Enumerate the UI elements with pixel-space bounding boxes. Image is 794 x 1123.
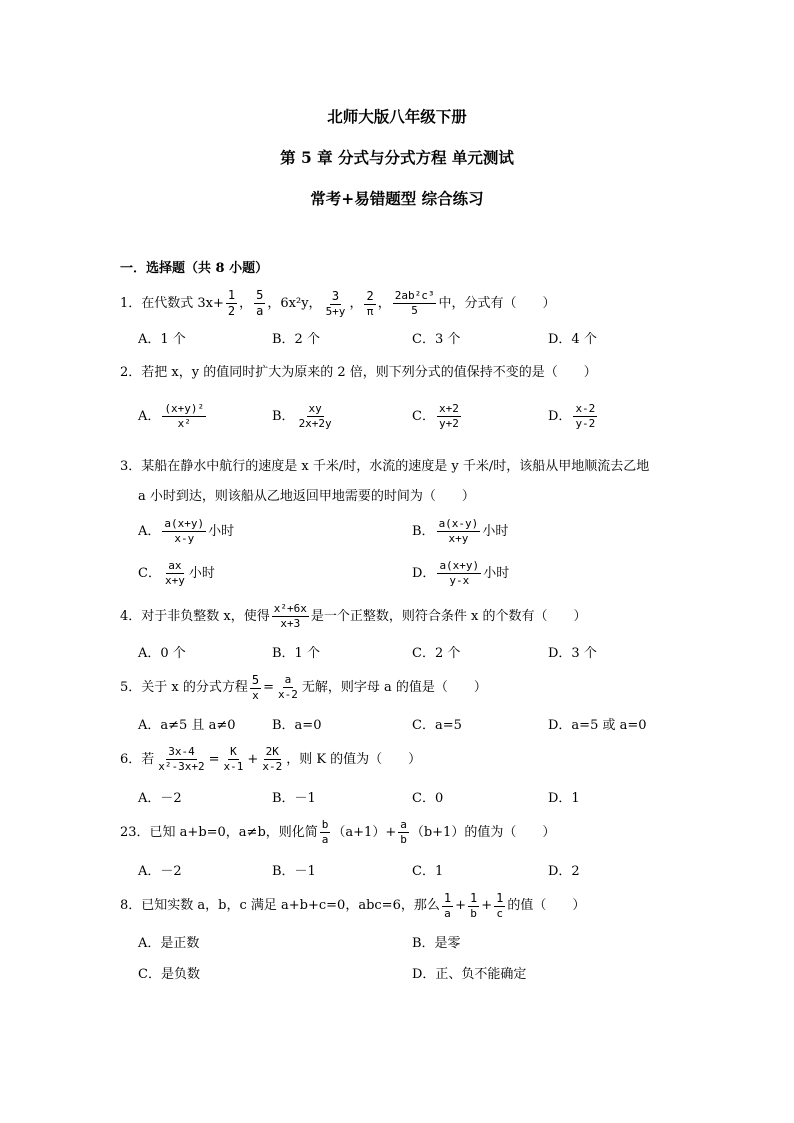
question-4: 4．对于非负整数 x，使得 $\frac{\text{x²+6x}}{x+3}$ 是一个正整数，则符合条件 x 的个数有（ ）	[120, 602, 587, 630]
q6-option-b: B．－1	[272, 791, 316, 806]
doc-title-line1: 北师大版八年级下册	[327, 107, 467, 126]
section-heading: 一．选择题（共 8 小题）	[120, 261, 269, 276]
q8-option-b: B．是零	[412, 936, 461, 951]
doc-title-line2: 第 5 章 分式与分式方程 单元测试	[280, 148, 514, 167]
q6-option-a: A．－2	[138, 791, 182, 806]
q2-option-b: B． $\frac{xy}{2x+2y}$	[272, 402, 332, 430]
fraction: $\frac{1}{b}$	[469, 890, 478, 920]
q3-option-a: A． $\frac{a(x+y)}{x-y}$ 小时	[138, 517, 235, 545]
q7-option-a: A．－2	[138, 864, 182, 879]
q2-option-a: A． $\frac{\text{(x+y)²}}{\text{x²}}$	[138, 402, 205, 430]
question-7: 23．已知 a+b=0，a≠b，则化简 $\frac{b}{a}$ （a+1）+ $\frac{a}{b}$ （b+1）的值为（ ）	[120, 818, 556, 846]
q5-option-c: C．a=5	[412, 718, 462, 733]
q6-option-d: D．1	[548, 791, 580, 806]
fraction: $\frac{3x-4}{\text{x²-3x+2}}$	[158, 745, 205, 773]
fraction: $\frac{2K}{x-2}$	[262, 745, 283, 773]
q3-option-c: C． $\frac{ax}{x+y}$ 小时	[138, 559, 215, 587]
q5-option-d: D．a=5 或 a=0	[548, 718, 647, 733]
question-3-line2: a 小时到达，则该船从乙地返回甲地需要的时间为（ ）	[138, 489, 475, 504]
q1-option-a: A．1 个	[138, 332, 186, 347]
fraction: $\frac{b}{a}$	[321, 818, 329, 846]
fraction: $\frac{K}{x-1}$	[223, 745, 244, 773]
fraction: $\frac{3}{5+y}$	[325, 288, 346, 318]
fraction: $\frac{a}{b}$	[400, 818, 407, 846]
fraction: $\frac{2}{\pi}$	[366, 288, 374, 318]
fraction: $\frac{\text{x²+6x}}{x+3}$	[273, 602, 307, 630]
q3-option-b: B． $\frac{a(x-y)}{x+y}$ 小时	[412, 517, 509, 545]
fraction: $\frac{1}{a}$	[443, 890, 452, 920]
q1-option-d: D．4 个	[548, 332, 597, 347]
q4-option-d: D．3 个	[548, 646, 597, 661]
question-1-mid: ，6x²y，	[267, 296, 322, 311]
q5-option-a: A．a≠5 且 a≠0	[138, 718, 236, 733]
fraction: $\frac{1}{c}$	[496, 890, 504, 920]
fraction: $\frac{5}{x}$	[251, 672, 260, 702]
fraction: $\frac{a}{x-2}$	[278, 673, 298, 701]
q8-option-c: C．是负数	[138, 967, 200, 982]
question-2: 2．若把 x，y 的值同时扩大为原来的 2 倍，则下列分式的值保持不变的是（ ）	[120, 365, 597, 380]
question-5: 5．关于 x 的分式方程 $\frac{5}{x}$ = $\frac{a}{x-2}$ 无解，则字母 a 的值是（ ）	[120, 672, 487, 702]
q8-option-a: A．是正数	[138, 936, 200, 951]
q7-option-d: D．2	[548, 864, 580, 879]
q7-option-c: C．1	[412, 864, 444, 879]
question-1-tail: 中，分式有（ ）	[438, 296, 556, 311]
q5-option-b: B．a=0	[272, 718, 322, 733]
question-1-lead: 1．在代数式 3x+	[120, 296, 224, 311]
q1-option-b: B．2 个	[272, 332, 320, 347]
q6-option-c: C．0	[412, 791, 444, 806]
doc-title-line3: 常考+易错题型 综合练习	[310, 189, 484, 208]
question-3-line1: 3．某船在静水中航行的速度是 x 千米/时，水流的速度是 y 千米/时，该船从甲地顺流去乙地	[120, 459, 650, 474]
q1-option-c: C．3 个	[412, 332, 461, 347]
q2-option-d: D． $\frac{x-2}{y-2}$	[548, 402, 596, 430]
fraction: $\frac{\text{2ab²c³}}{5}$	[394, 289, 435, 317]
q8-option-d: D．正、负不能确定	[412, 967, 527, 982]
question-1: 1．在代数式 3x+ $\frac{1}{2}$ ， $\frac{5}{a}$ ，6x²y， $\frac{3}{5+y}$ ， $\frac{2}{\pi}$ ， $\frac{\text{2ab²c³}}{5}$ 中，分式有（ ）	[120, 288, 556, 318]
q4-option-c: C．2 个	[412, 646, 461, 661]
fraction: $\frac{5}{a}$	[256, 288, 264, 318]
fraction: $\frac{1}{2}$	[227, 288, 236, 318]
question-6: 6．若 $\frac{3x-4}{\text{x²-3x+2}}$ = $\frac{K}{x-1}$ + $\frac{2K}{x-2}$ ，则 K 的值为（ ）	[120, 745, 422, 773]
question-8: 8．已知实数 a，b，c 满足 a+b+c=0，abc=6，那么 $\frac{1}{a}$ + $\frac{1}{b}$ + $\frac{1}{c}$ 的值（ ）	[120, 890, 586, 920]
q4-option-a: A．0 个	[138, 646, 186, 661]
q2-option-c: C． $\frac{x+2}{y+2}$	[412, 402, 459, 430]
q7-option-b: B．－1	[272, 864, 316, 879]
q4-option-b: B．1 个	[272, 646, 320, 661]
q3-option-d: D． $\frac{a(x+y)}{y-x}$ 小时	[412, 559, 510, 587]
